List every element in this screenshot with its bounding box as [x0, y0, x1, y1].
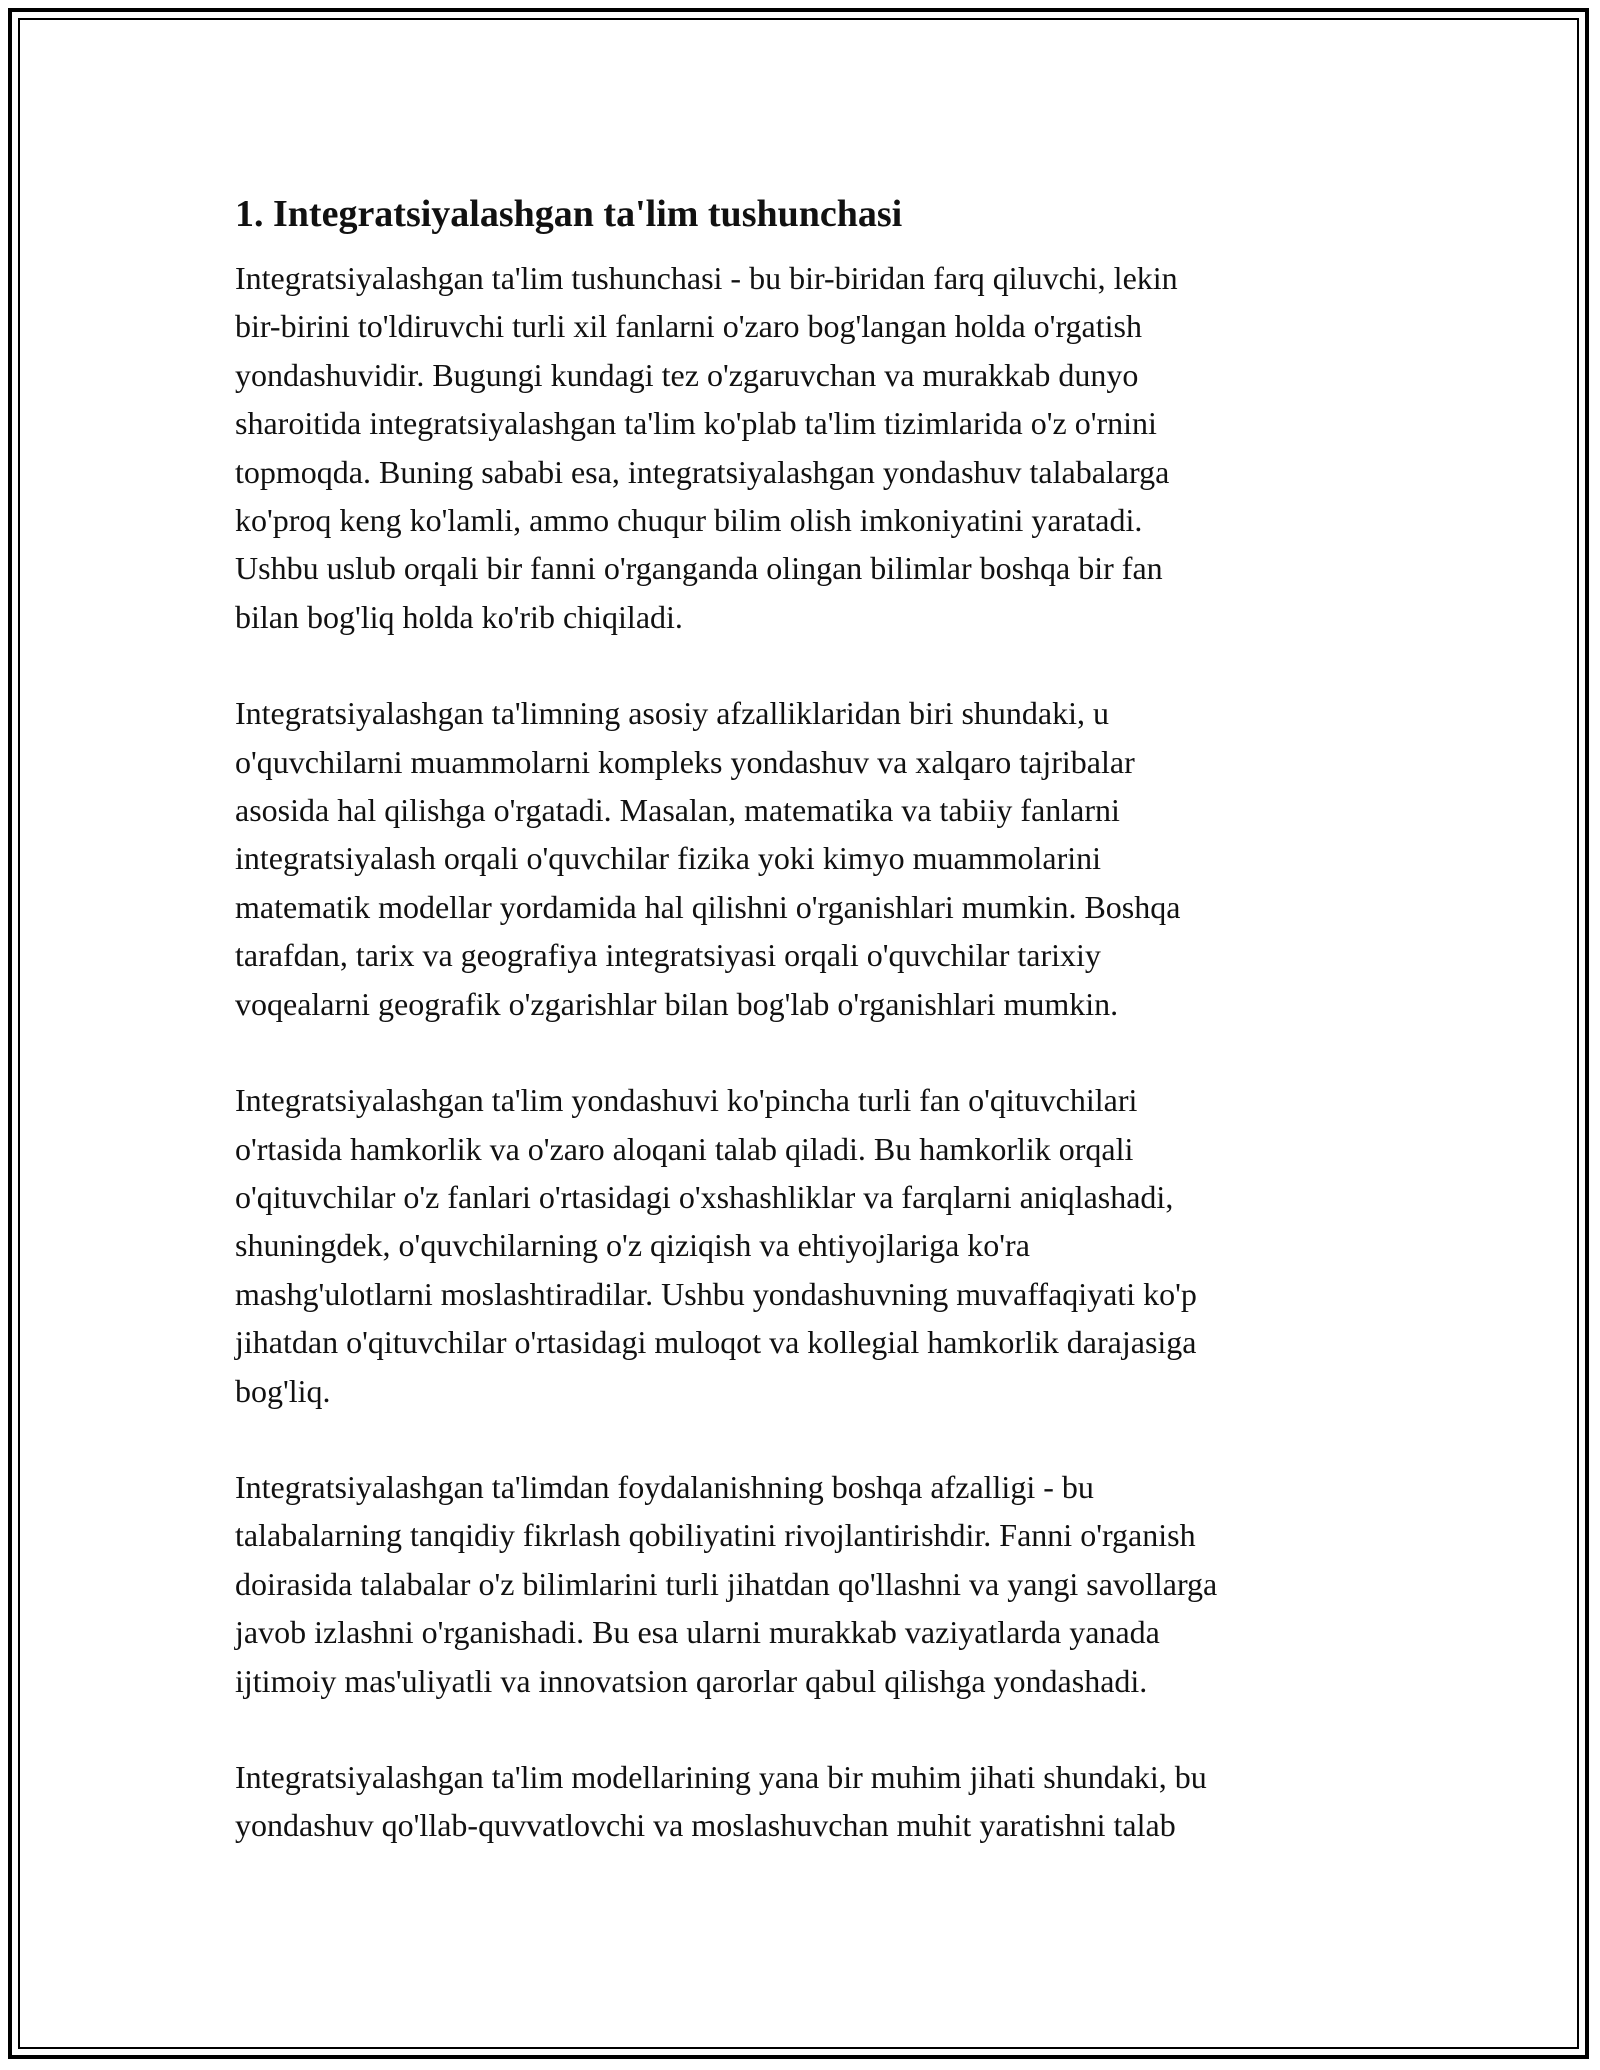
- text-line: Integratsiyalashgan ta'limning asosiy afzalliklaridan biri shundaki, u: [235, 695, 1109, 732]
- document-body: [235, 186, 1375, 1898]
- text-line: o'quvchilarni muammolarni kompleks yondashuv va xalqaro tajribalar: [235, 743, 1135, 780]
- paragraph-4: [235, 1463, 1375, 1705]
- text-line: voqealarni geografik o'zgarishlar bilan bog'lab o'rganishlari mumkin.: [235, 985, 1119, 1022]
- text-line: jihatdan o'qituvchilar o'rtasidagi muloqot va kollegial hamkorlik darajasiga: [235, 1324, 1197, 1361]
- paragraph-5: [235, 1753, 1375, 1850]
- text-line: asosida hal qilishga o'rgatadi. Masalan, matematika va tabiiy fanlarni: [235, 792, 1120, 829]
- paragraph-3: [235, 1076, 1375, 1415]
- text-line: topmoqda. Buning sababi esa, integratsiyalashgan yondashuv talabalarga: [235, 453, 1170, 490]
- text-line: matematik modellar yordamida hal qilishni o'rganishlari mumkin. Boshqa: [235, 888, 1181, 925]
- text-line: Integratsiyalashgan ta'lim tushunchasi - bu bir-biridan farq qiluvchi, lekin: [235, 260, 1178, 296]
- text-line: doirasida talabalar o'z bilimlarini turli jihatdan qo'llashni va yangi savollarga: [235, 1565, 1218, 1602]
- text-line: Ushbu uslub orqali bir fanni o'rganganda olingan bilimlar boshqa bir fan: [235, 550, 1163, 587]
- text-line: yondashuvidir. Bugungi kundagi tez o'zgaruvchan va murakkab dunyo: [235, 356, 1139, 393]
- text-line: bilan bog'liq holda ko'rib chiqiladi.: [235, 598, 683, 635]
- text-line: o'rtasida hamkorlik va o'zaro aloqani talab qiladi. Bu hamkorlik orqali: [235, 1130, 1134, 1167]
- text-line: yondashuv qo'llab-quvvatlovchi va moslashuvchan muhit yaratishni talab: [235, 1807, 1176, 1844]
- text-line: sharoitida integratsiyalashgan ta'lim ko'plab ta'lim tizimlarida o'z o'rnini: [235, 405, 1157, 442]
- text-line: shuningdek, o'quvchilarning o'z qiziqish va ehtiyojlariga ko'ra: [235, 1227, 1030, 1264]
- text-line: integratsiyalash orqali o'quvchilar fizika yoki kimyo muammolarini: [235, 840, 1101, 877]
- text-line: Integratsiyalashgan ta'limdan foydalanishning boshqa afzalligi - bu: [235, 1468, 1094, 1505]
- text-line: Integratsiyalashgan ta'lim modellarining yana bir muhim jihati shundaki, bu: [235, 1758, 1207, 1795]
- text-line: Integratsiyalashgan ta'lim yondashuvi ko'pincha turli fan o'qituvchilari: [235, 1082, 1138, 1119]
- text-line: bog'liq.: [235, 1372, 331, 1409]
- text-line: javob izlashni o'rganishadi. Bu esa ularni murakkab vaziyatlarda yanada: [235, 1614, 1160, 1651]
- section-heading: 1. Integratsiyalashgan ta'lim tushunchasi: [235, 193, 903, 235]
- text-line: ijtimoiy mas'uliyatli va innovatsion qarorlar qabul qilishga yondashadi.: [235, 1662, 1148, 1699]
- text-line: mashg'ulotlarni moslashtiradilar. Ushbu yondashuvning muvaffaqiyati ko'p: [235, 1275, 1197, 1312]
- text-line: o'qituvchilar o'z fanlari o'rtasidagi o'xshashliklar va farqlarni aniqlashadi,: [235, 1178, 1174, 1215]
- text-line: ko'proq keng ko'lamli, ammo chuqur bilim olish imkoniyatini yaratadi.: [235, 502, 1143, 539]
- text-line: bir-birini to'ldiruvchi turli xil fanlarni o'zaro bog'langan holda o'rgatish: [235, 308, 1142, 345]
- text-line: talabalarning tanqidiy fikrlash qobiliyatini rivojlantirishdir. Fanni o'rganish: [235, 1517, 1196, 1554]
- paragraph-2: [235, 689, 1375, 1028]
- paragraph-1: [235, 254, 1375, 641]
- text-line: tarafdan, tarix va geografiya integratsiyasi orqali o'quvchilar tarixiy: [235, 937, 1101, 974]
